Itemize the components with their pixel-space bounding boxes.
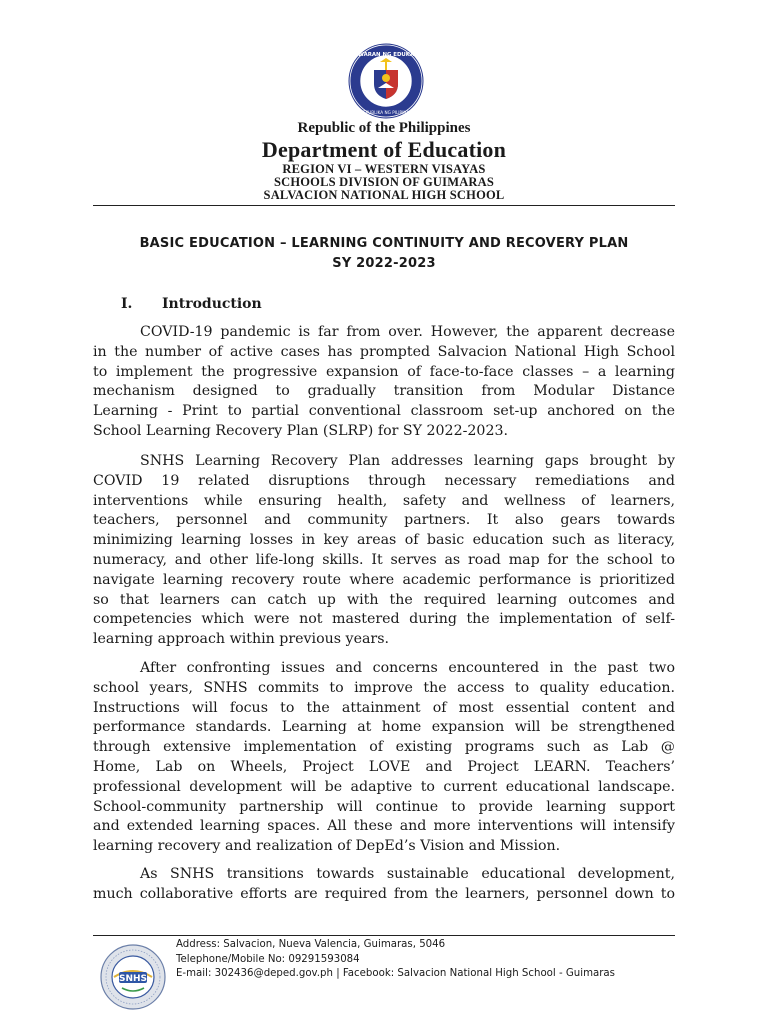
paragraph-line: in the number of active cases has prompted Salvacion National High School [93, 343, 675, 360]
school-line: SALVACION NATIONAL HIGH SCHOOL [263, 188, 505, 202]
footer-phone: Telephone/Mobile No: 09291593084 [176, 953, 360, 965]
paragraph-line: interventions while ensuring health, safety and wellness of learners, [93, 492, 675, 509]
section-heading [121, 296, 262, 312]
paragraph-line: competencies which were not mastered during the implementation of self- [93, 611, 675, 628]
footer-email-facebook: E-mail: 302436@deped.gov.ph | Facebook: Salvacion National High School - Guimaras [176, 968, 615, 979]
paragraph-line: to implement the progressive expansion of face-to-face classes – a learning [93, 363, 675, 380]
paragraph-line: navigate learning recovery route where academic performance is prioritized [93, 571, 675, 588]
paragraph-line: SNHS Learning Recovery Plan addresses learning gaps brought by [140, 453, 675, 469]
footer-contact-block [176, 938, 615, 982]
paragraph-line: performance standards. Learning at home expansion will be strengthened [93, 719, 675, 736]
footer-divider [93, 935, 675, 936]
school-year: SY 2022-2023 [332, 256, 436, 271]
paragraph-line: As SNHS transitions towards sustainable educational development, [140, 866, 675, 882]
paragraph-line: teachers, personnel and community partners. It also gears towards [93, 512, 675, 529]
deped-seal-logo [341, 42, 431, 120]
paragraph-1 [93, 323, 675, 442]
paragraph-line: mechanism designed to gradually transition from Modular Distance [93, 383, 675, 400]
paragraph-line: numeracy, and other life-long skills. It serves as road map for the school to [93, 551, 675, 568]
snhs-school-logo [100, 944, 166, 1010]
school-logo-text: SNHS [118, 974, 148, 984]
section-title: Introduction [162, 296, 262, 312]
section-number: I. [121, 296, 133, 312]
footer-address: Address: Salvacion, Nueva Valencia, Guimaras, 5046 [176, 939, 446, 950]
paragraph-line: After confronting issues and concerns encountered in the past two [140, 660, 675, 676]
header-divider [93, 205, 675, 206]
paragraph-line: School Learning Recovery Plan (SLRP) for SY 2022-2023. [93, 422, 509, 439]
region-line: REGION VI – WESTERN VISAYAS [282, 162, 486, 176]
paragraph-line: through extensive implementation of existing programs such as Lab @ [93, 739, 675, 756]
paragraph-line: COVID-19 pandemic is far from over. However, the apparent decrease [140, 324, 675, 340]
paragraph-line: professional development will be adaptive to current educational landscape. [93, 778, 675, 795]
paragraph-line: minimizing learning losses in key areas of basic education such as literacy, [93, 532, 675, 549]
paragraph-line: learning approach within previous years. [93, 631, 390, 648]
paragraph-line: learning recovery and realization of DepEd’s Vision and Mission. [93, 838, 561, 855]
paragraph-3 [93, 659, 675, 857]
paragraph-line: much collaborative efforts are required from the learners, personnel down to [93, 885, 675, 902]
paragraph-line: Instructions will focus to the attainment of most essential content and [93, 699, 675, 716]
paragraph-line: Learning - Print to partial conventional classroom set-up anchored on the [93, 403, 675, 420]
paragraph-line: COVID 19 related disruptions through necessary remediations and [93, 472, 675, 489]
paragraph-line: so that learners can catch up with the required learning outcomes and [93, 591, 675, 608]
seal-sun [382, 74, 390, 82]
document-title: BASIC EDUCATION – LEARNING CONTINUITY AND RECOVERY PLAN [139, 236, 629, 251]
seal-top-text: KAGAWARAN NG EDUKASYON [341, 52, 431, 58]
paragraph-line: School-community partnership will continue to provide learning support [93, 798, 675, 815]
paragraph-line: and extended learning spaces. All these and more interventions will intensify [93, 818, 675, 835]
department-title: Department of Education [261, 137, 507, 162]
paragraph-line: Home, Lab on Wheels, Project LOVE and Project LEARN. Teachers’ [93, 758, 675, 775]
republic-line: Republic of the Philippines [297, 120, 471, 136]
paragraph-line: school years, SNHS commits to improve the access to quality education. [93, 679, 675, 696]
seal-bottom-text: REPUBLIKA NG PILIPINAS [360, 110, 412, 115]
paragraph-2 [93, 452, 675, 650]
paragraph-4 [93, 865, 675, 905]
division-line: SCHOOLS DIVISION OF GUIMARAS [273, 175, 495, 189]
